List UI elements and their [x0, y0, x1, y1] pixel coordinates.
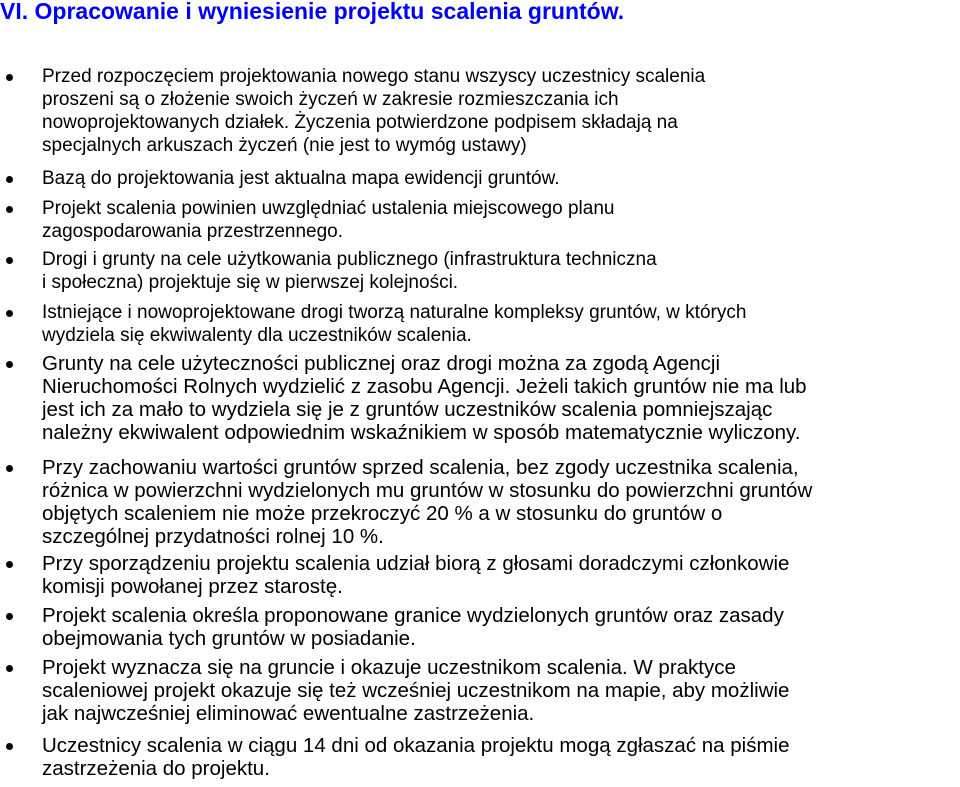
- list-item-line: specjalnych arkuszach życzeń (nie jest to wymóg ustawy): [42, 135, 527, 156]
- list-item-line: jak najwcześniej eliminować ewentualne zastrzeżenia.: [42, 702, 535, 725]
- list-item-line: Drogi i grunty na cele użytkowania publicznego (infrastruktura techniczna: [42, 249, 657, 270]
- list-item-line: obejmowania tych gruntów w posiadanie.: [42, 627, 416, 650]
- bullet-icon: [6, 206, 13, 213]
- document-title: VI. Opracowanie i wyniesienie projektu scalenia gruntów.: [0, 0, 625, 24]
- list-item-line: i społeczna) projektuje się w pierwszej kolejności.: [42, 272, 459, 293]
- list-item-line: Projekt wyznacza się na gruncie i okazuje uczestnikom scalenia. W praktyce: [42, 656, 736, 679]
- list-item-line: różnica w powierzchni wydzielonych mu gruntów w stosunku do powierzchni gruntów: [42, 479, 813, 502]
- list-item-line: objętych scaleniem nie może przekroczyć 20 % a w stosunku do gruntów o: [42, 502, 723, 525]
- list-item-line: Projekt scalenia powinien uwzględniać ustalenia miejscowego planu: [42, 198, 615, 219]
- bullet-icon: [6, 743, 13, 750]
- list-item-line: Nieruchomości Rolnych wydzielić z zasobu Agencji. Jeżeli takich gruntów nie ma lub: [42, 375, 807, 398]
- bullet-icon: [6, 257, 13, 264]
- list-item-line: jest ich za mało to wydziela się je z gruntów uczestników scalenia pomniejszając: [42, 398, 773, 421]
- bullet-icon: [6, 613, 13, 620]
- list-item-line: komisji powołanej przez starostę.: [42, 575, 343, 598]
- list-item-line: Grunty na cele użyteczności publicznej oraz drogi można za zgodą Agencji: [42, 352, 721, 375]
- list-item-line: Istniejące i nowoprojektowane drogi tworzą naturalne kompleksy gruntów, w których: [42, 302, 747, 323]
- list-item-line: Uczestnicy scalenia w ciągu 14 dni od okazania projektu mogą zgłaszać na piśmie: [42, 734, 790, 757]
- bullet-icon: [6, 74, 13, 81]
- list-item-line: Projekt scalenia określa proponowane granice wydzielonych gruntów oraz zasady: [42, 604, 784, 627]
- list-item-line: zagospodarowania przestrzennego.: [42, 221, 344, 242]
- bullet-icon: [6, 561, 13, 568]
- list-item-line: Przy zachowaniu wartości gruntów sprzed scalenia, bez zgody uczestnika scalenia,: [42, 456, 799, 479]
- list-item-line: należny ekwiwalent odpowiednim wskaźnikiem w sposób matematycznie wyliczony.: [42, 421, 801, 444]
- bullet-icon: [6, 465, 13, 472]
- list-item-line: zastrzeżenia do projektu.: [42, 757, 270, 780]
- list-item-line: szczególnej przydatności rolnej 10 %.: [42, 525, 384, 548]
- list-item-line: proszeni są o złożenie swoich życzeń w zakresie rozmieszczania ich: [42, 89, 619, 110]
- list-item-line: nowoprojektowanych działek. Życzenia potwierdzone podpisem składają na: [42, 112, 678, 133]
- list-item-line: scaleniowej projekt okazuje się też wcześniej uczestnikom na mapie, aby możliwie: [42, 679, 790, 702]
- bullet-icon: [6, 665, 13, 672]
- list-item-line: Przy sporządzeniu projektu scalenia udział biorą z głosami doradczymi członkowie: [42, 552, 790, 575]
- list-item-line: wydziela się ekwiwalenty dla uczestników scalenia.: [42, 325, 472, 346]
- bullet-icon: [6, 310, 13, 317]
- list-item-line: Bazą do projektowania jest aktualna mapa ewidencji gruntów.: [42, 168, 560, 189]
- bullet-icon: [6, 176, 13, 183]
- list-item-line: Przed rozpoczęciem projektowania nowego stanu wszyscy uczestnicy scalenia: [42, 66, 706, 87]
- bullet-icon: [6, 361, 13, 368]
